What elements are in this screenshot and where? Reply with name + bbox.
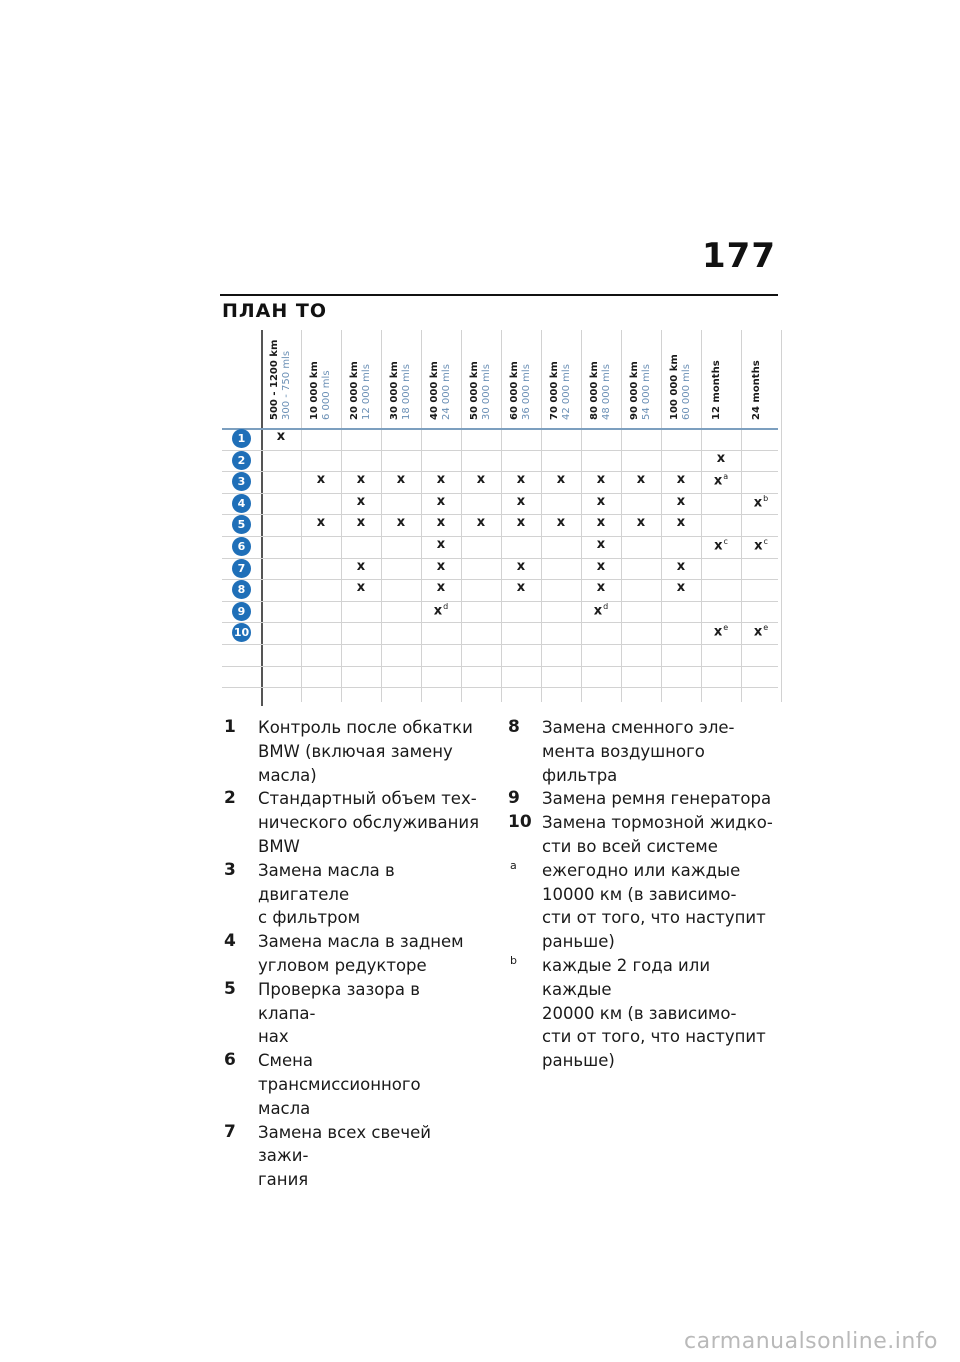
schedule-mark: x [716,450,726,466]
legend-line: Проверка зазора в клапа- [258,979,420,1023]
column-header [667,330,707,424]
column-mls: 60 000 mls [681,364,692,420]
legend-item [224,787,480,858]
column-header-label [429,361,453,420]
column-mls: 6 000 mls [321,370,332,420]
legend-line: 10000 км (в зависимо- [542,884,737,904]
row-number-badge: 1 [232,429,251,448]
legend-line: нах [258,1027,289,1047]
column-mls: 18 000 mls [401,364,412,420]
column-km: 30 000 km [389,361,400,420]
legend-line: ежегодно или каждые [542,860,741,880]
footnote-letter: a [510,858,517,872]
column-header-label [629,361,653,420]
schedule-mark: $x^e$ [713,623,729,640]
footnote-mark: d [603,601,609,611]
legend-line: мента воздушного фильтра [542,741,705,785]
schedule-mark: x [596,558,606,574]
column-mls: 42 000 mls [561,364,572,420]
schedule-mark: x [436,493,446,509]
legend-number: 1 [224,717,236,737]
schedule-mark: x [596,493,606,509]
legend-number: 10 [508,812,532,833]
column-header-label [669,354,693,420]
table-row-line [222,536,778,537]
column-header-label [389,361,413,420]
schedule-mark: x [396,515,406,531]
legend-line: гания [258,1170,309,1190]
schedule-mark: x [596,472,606,488]
legend-left [224,716,480,1192]
column-header [747,330,787,424]
legend-number: 3 [224,859,236,880]
schedule-mark: x [436,537,446,552]
schedule-mark: x [356,515,366,531]
table-row-line [222,622,778,623]
schedule-mark: x [436,472,446,488]
column-km: 500 - 1200 km [269,339,280,420]
legend-item [508,716,773,787]
schedule-mark: x [676,515,686,531]
schedule-mark: x [316,472,326,488]
schedule-mark: x [676,558,686,574]
schedule-mark: $x^c$ [754,537,768,554]
column-header-label [509,361,533,420]
legend-line: сти от того, что наступит [542,1027,766,1047]
column-header-label [711,360,723,420]
legend-line: сти от того, что наступит [542,908,766,928]
column-km: 20 000 km [349,361,360,420]
legend-number: 2 [224,788,236,809]
schedule-mark: x [676,472,686,488]
legend-item [224,1121,480,1192]
legend-right [508,716,773,1073]
column-header-label [751,360,763,420]
column-mls: 12 000 mls [361,364,372,420]
schedule-mark: x [556,515,566,531]
table-row-line [222,687,778,688]
footnote-letter: b [510,953,517,967]
column-header [547,330,587,424]
schedule-mark: x [316,515,326,531]
column-header [307,330,347,424]
schedule-mark: x [396,472,406,488]
column-mls: 54 000 mls [641,364,652,420]
column-mls: 36 000 mls [521,364,532,420]
legend-line: Контроль после обкатки [258,718,473,737]
legend-line: Замена сменного эле- [542,718,735,737]
footnote-mark: c [763,537,768,546]
schedule-mark: x [436,515,446,531]
footnote-item [508,859,773,954]
column-header [587,330,627,424]
table-header-line [222,428,778,430]
column-header [467,330,507,424]
schedule-mark: x [476,472,486,488]
column-mls: 300 - 750 mls [281,350,292,420]
column-header [267,330,307,424]
schedule-mark: x [356,558,366,574]
legend-number: 9 [508,788,520,809]
row-number-badge: 3 [232,472,251,491]
column-header [387,330,427,424]
schedule-mark: $x^a$ [713,472,729,489]
legend-line: угловом редукторе [258,955,427,975]
legend-line: нического обслуживания [258,813,480,833]
row-number-badge: 5 [232,515,251,534]
row-number-badge: 9 [232,602,251,621]
column-mls: 48 000 mls [601,364,612,420]
column-mls: 24 000 mls [441,364,452,420]
schedule-mark: x [596,537,606,552]
column-header-label [269,340,293,420]
legend-item [224,930,480,978]
column-header [627,330,667,424]
schedule-mark: $x^e$ [753,623,769,640]
column-km: 100 000 km [669,354,680,420]
row-number-badge: 10 [232,623,251,642]
legend-line: Замена масла в двигателе [258,860,395,904]
schedule-mark: x [356,493,366,509]
column-header-label [309,361,333,420]
schedule-mark: $x^c$ [714,537,728,554]
schedule-mark: x [436,558,446,574]
legend-item [224,716,480,787]
column-km: 24 months [751,360,762,420]
legend-number: 5 [224,978,236,999]
schedule-mark: x [516,472,526,488]
legend-line: масла [258,1098,311,1118]
header-rule [220,294,778,296]
schedule-mark: x [636,515,646,531]
column-mls: 30 000 mls [481,364,492,420]
watermark: carmanualsonline.info [684,1329,938,1354]
legend-number: 4 [224,931,236,952]
column-header [507,330,547,424]
schedule-mark: x [516,515,526,531]
column-km: 12 months [711,360,722,420]
legend-line: сти во всей системе [542,836,718,856]
legend-line: BMW [258,836,300,856]
legend-line: Замена тормозной жидко- [542,813,773,833]
schedule-mark: x [516,558,526,574]
column-km: 50 000 km [469,361,480,420]
footnote-mark: e [723,623,729,633]
schedule-mark: x [356,472,366,488]
legend-line: с фильтром [258,908,361,928]
legend-line: Стандартный объем тех- [258,789,477,809]
schedule-mark: x [516,580,526,596]
column-header-label [589,361,613,420]
footnote-mark: d [443,601,449,611]
page-number: 177 [702,236,776,276]
column-km: 10 000 km [309,361,320,420]
legend-line: каждые 2 года или каждые [542,955,711,999]
footnote-mark: b [763,493,769,503]
schedule-mark: x [276,429,286,444]
footnote-mark: a [723,472,729,482]
legend-number: 7 [224,1121,236,1142]
column-km: 90 000 km [629,361,640,420]
table-row-line [222,601,778,602]
table-divider-main [261,330,263,706]
legend-line: Замена всех свечей зажи- [258,1122,431,1166]
footnote-mark: c [723,537,728,546]
row-number-badge: 4 [232,494,251,513]
legend-item [224,859,480,930]
table-row-line [222,666,778,667]
schedule-mark: $x^b$ [753,493,769,511]
legend-line: BMW (включая замену [258,741,453,761]
footnote-item [508,954,773,1073]
schedule-mark: $x^d$ [593,601,609,619]
column-km: 60 000 km [509,361,520,420]
schedule-mark: x [676,493,686,509]
legend-line: Смена трансмиссионного [258,1051,421,1094]
schedule-mark: x [556,472,566,488]
column-km: 80 000 km [589,361,600,420]
column-header [707,330,747,424]
legend-line: раньше) [542,932,615,952]
schedule-mark: x [596,580,606,596]
schedule-mark: x [676,580,686,596]
section-title: ПЛАН ТО [222,300,328,322]
maintenance-schedule-table [222,330,780,706]
row-number-badge: 6 [232,537,251,556]
legend-item [224,978,480,1049]
column-header [347,330,387,424]
column-header-label [349,361,373,420]
legend-line: Замена масла в заднем [258,932,464,952]
table-row-line [222,644,778,645]
legend-line: масла) [258,765,317,785]
legend-item [508,787,773,811]
schedule-mark: x [356,580,366,596]
schedule-mark: x [596,515,606,531]
table-row-line [222,450,778,451]
column-header [427,330,467,424]
legend-number: 6 [224,1050,236,1071]
row-number-badge: 8 [232,580,251,599]
schedule-mark: x [436,580,446,596]
schedule-mark: x [476,515,486,531]
legend-line: 20000 км (в зависимо- [542,1003,737,1023]
legend-line: раньше) [542,1051,615,1071]
schedule-mark: x [516,493,526,509]
column-header-label [469,361,493,420]
column-header-label [549,361,573,420]
column-km: 40 000 km [429,361,440,420]
legend-item [224,1049,480,1120]
legend-number: 8 [508,717,520,737]
row-number-badge: 2 [232,451,251,470]
schedule-mark: $x^d$ [433,601,449,619]
footnote-mark: e [763,623,769,633]
column-km: 70 000 km [549,361,560,420]
schedule-mark: x [636,472,646,488]
legend-item [508,811,773,859]
legend-line: Замена ремня генератора [542,789,772,809]
row-number-badge: 7 [232,559,251,578]
